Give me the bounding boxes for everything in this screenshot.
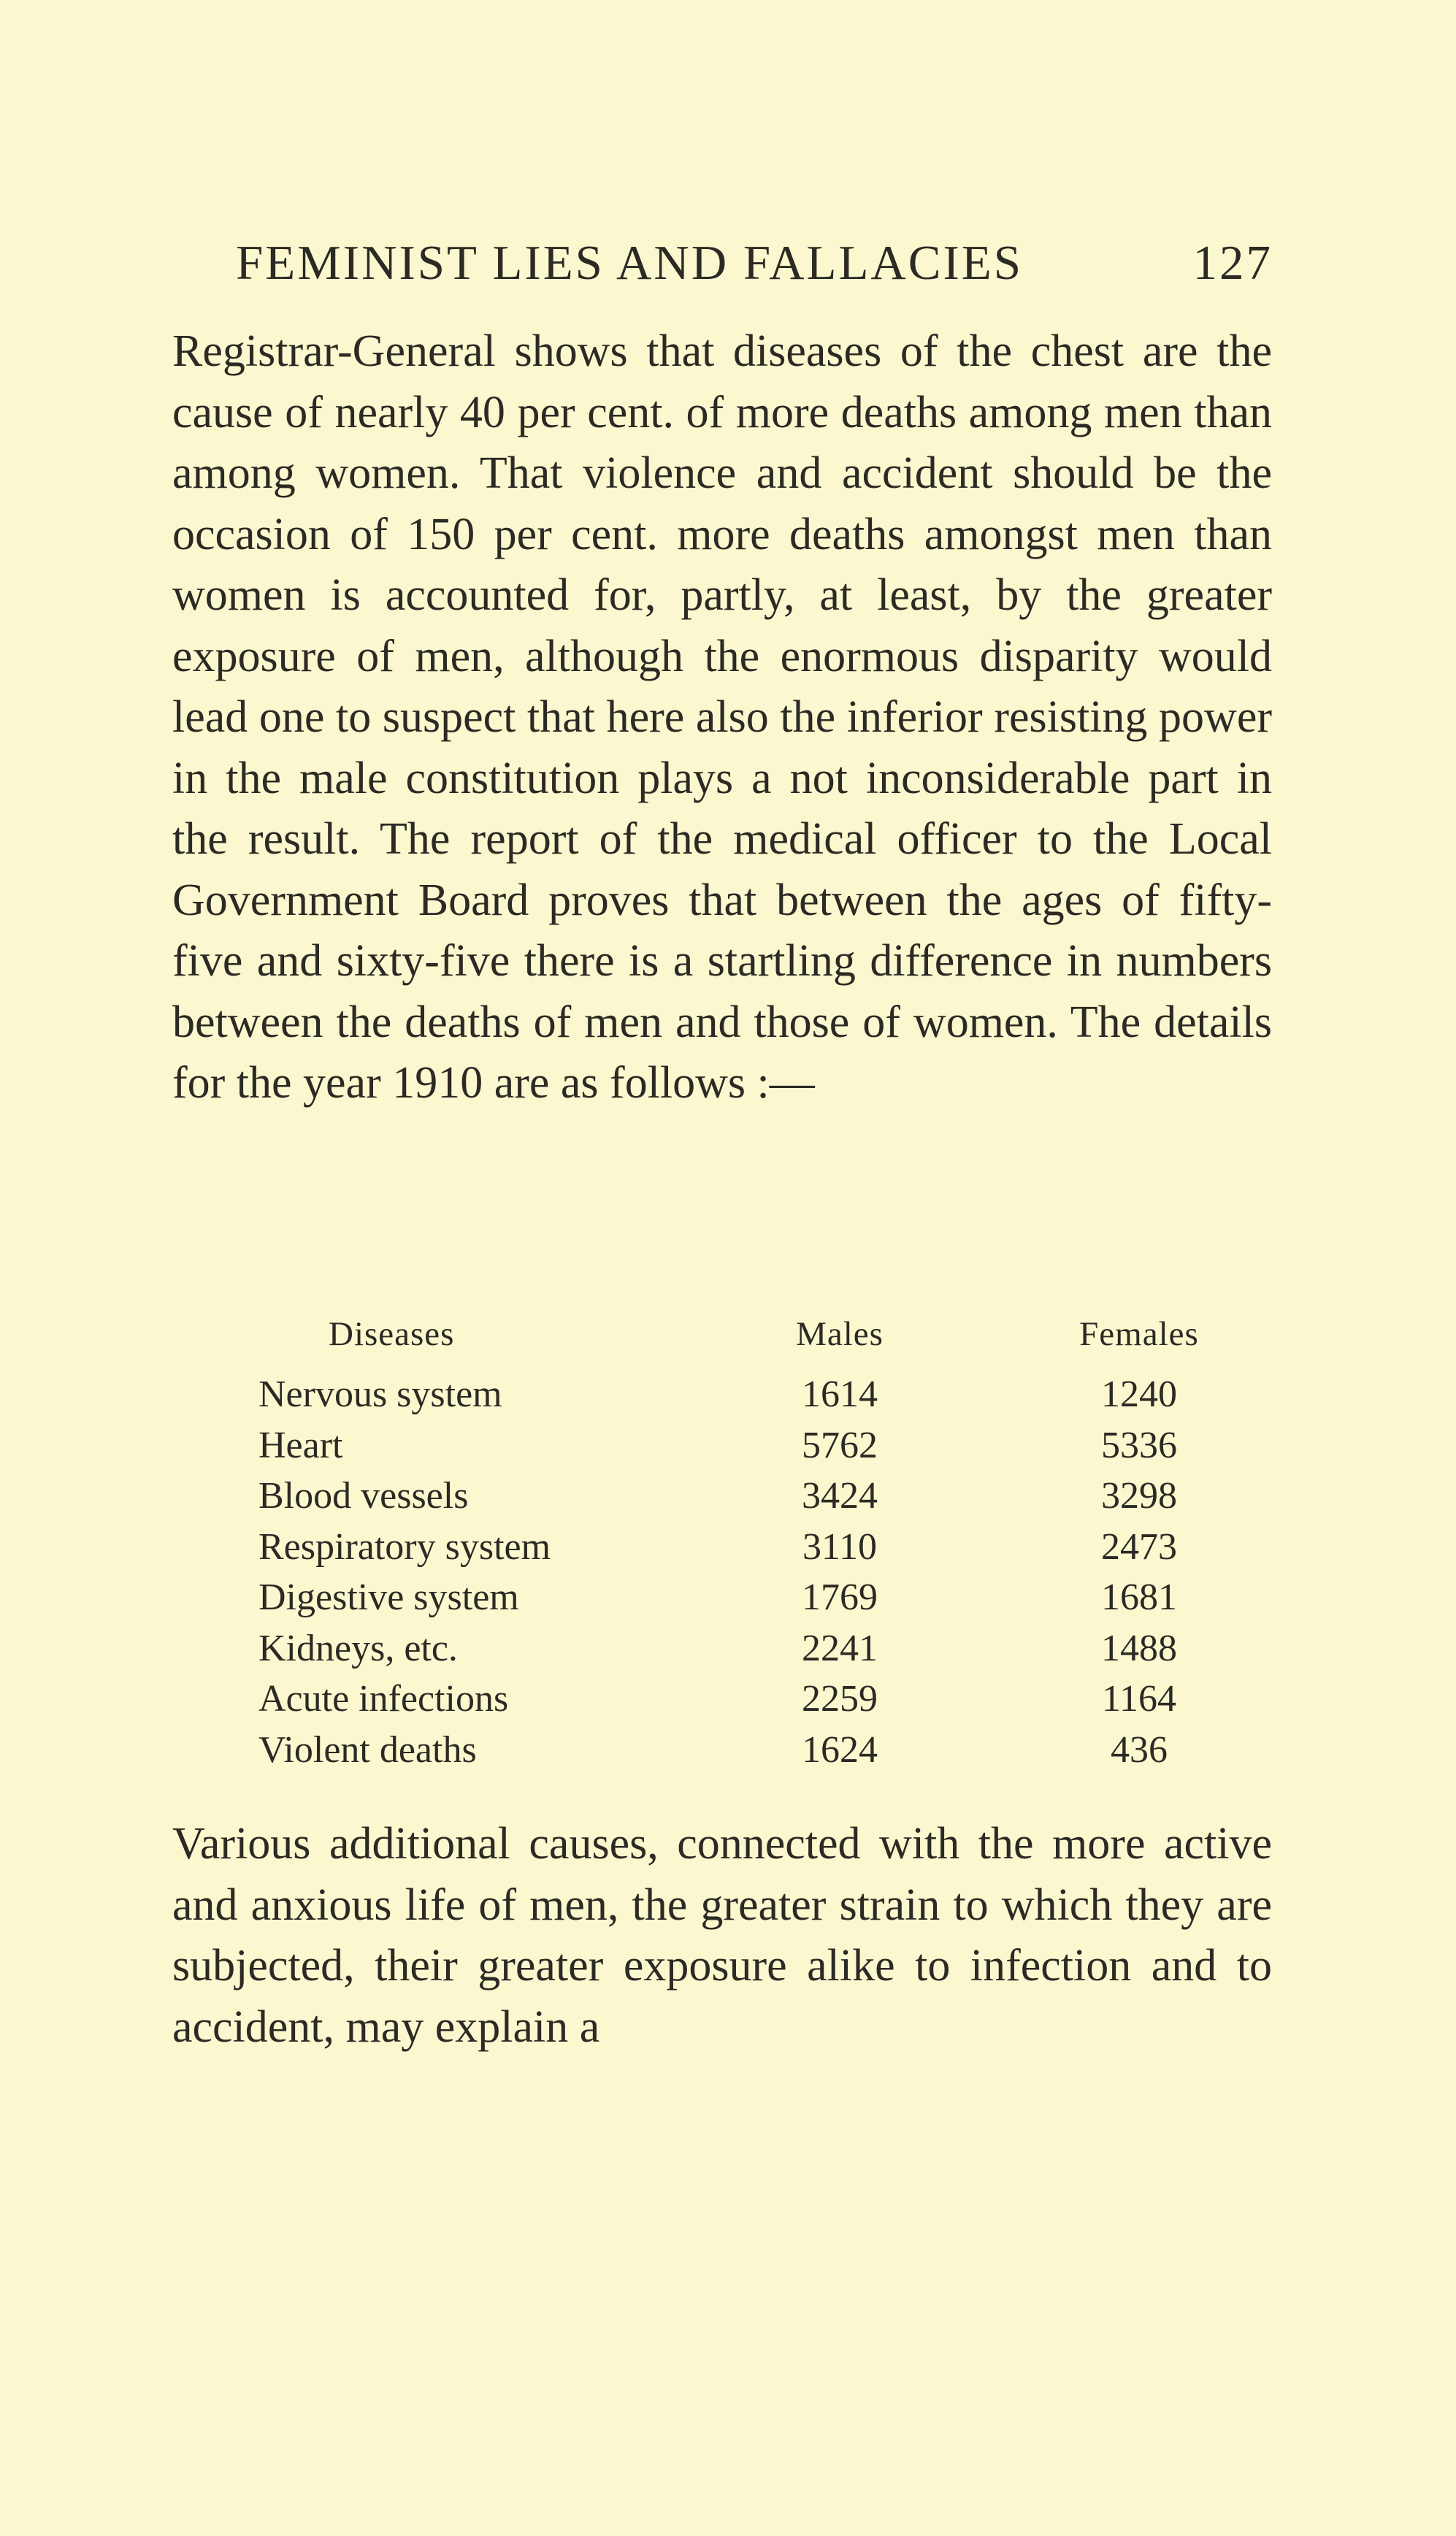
header-males: Males: [796, 1315, 884, 1353]
females-cell: 1488: [1101, 1627, 1177, 1669]
disease-cell: Digestive system: [258, 1577, 519, 1618]
females-cell: 3298: [1101, 1475, 1177, 1517]
running-title: FEMINIST LIES AND FALLACIES: [236, 236, 1023, 290]
table-row: [256, 1525, 1241, 1577]
page-number: 127: [1192, 236, 1273, 290]
table-row: [256, 1677, 1241, 1728]
table-header-row: [256, 1314, 1241, 1373]
males-cell: 1624: [802, 1728, 878, 1771]
females-cell: 5336: [1101, 1424, 1177, 1466]
disease-cell: Heart: [258, 1424, 343, 1466]
females-cell: 1681: [1101, 1577, 1177, 1618]
table-row: [256, 1373, 1241, 1424]
females-cell: 2473: [1101, 1525, 1177, 1568]
mortality-table: [256, 1314, 1241, 1779]
header-diseases: Diseases: [329, 1315, 455, 1353]
running-head: [236, 226, 1273, 299]
males-cell: 1614: [802, 1374, 878, 1415]
females-cell: 436: [1111, 1728, 1168, 1771]
table-row: [256, 1728, 1241, 1780]
disease-cell: Nervous system: [258, 1374, 502, 1415]
females-cell: 1164: [1101, 1678, 1177, 1720]
body-paragraph-2: Various additional causes, connected with the more active and anxious life of men, the greater strain to which they are subjected, their greater exposure alike to infection and to accident, may explain a: [172, 1819, 1272, 2052]
table-row: [256, 1627, 1241, 1678]
disease-cell: Blood vessels: [258, 1475, 469, 1517]
females-cell: 1240: [1101, 1374, 1177, 1415]
table-row: [256, 1424, 1241, 1475]
males-cell: 5762: [802, 1424, 878, 1466]
header-females: Females: [1079, 1315, 1199, 1353]
males-cell: 3424: [802, 1475, 878, 1517]
table-row: [256, 1474, 1241, 1525]
body-paragraph-1: Registrar-General shows that diseases of the chest are the cause of nearly 40 per cent. of more deaths among men than among women. That violence and accident should be the occasion of 150 per cent. more deaths amongst men than women is accounted for, partly, at least, by the greater exposure of men, although the enormous disparity would lead one to suspect that here also the inferior resisting power in the male constitution plays a not inconsiderable part in the result. The report of the medical officer to the Local Government Board proves that between the ages of fifty-five and sixty-five there is a startling difference in numbers between the deaths of men and those of women. The details for the year 1910 are as follows :—: [172, 326, 1272, 1108]
disease-cell: Violent deaths: [258, 1728, 477, 1771]
disease-cell: Acute infections: [258, 1678, 509, 1720]
disease-cell: Respiratory system: [258, 1525, 551, 1568]
table-row: [256, 1576, 1241, 1627]
males-cell: 3110: [802, 1525, 878, 1568]
males-cell: 2241: [802, 1627, 878, 1669]
males-cell: 1769: [802, 1577, 878, 1618]
males-cell: 2259: [802, 1678, 878, 1720]
disease-cell: Kidneys, etc.: [258, 1627, 458, 1669]
